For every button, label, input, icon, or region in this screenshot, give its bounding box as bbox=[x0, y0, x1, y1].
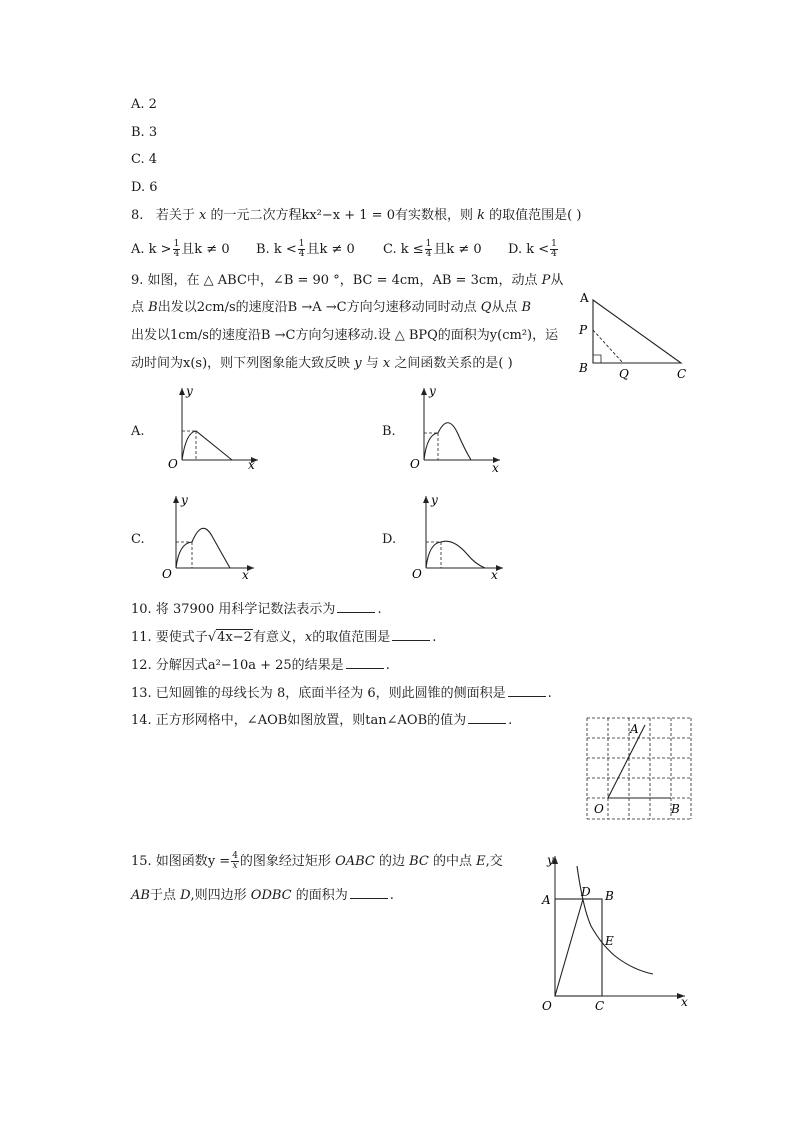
q15-label-o: O bbox=[542, 999, 552, 1013]
q9c-axis-y: y bbox=[181, 493, 188, 507]
q10: 10. 将 37900 用科学记数法表示为 . bbox=[131, 602, 382, 617]
q10-answer-blank bbox=[337, 600, 375, 613]
q8-stem: 8. 若关于 x 的一元二次方程kx²−x + 1 = 0有实数根，则 k 的取值范围是( ) bbox=[131, 208, 582, 223]
q14: 14. 正方形网格中，∠AOB如图放置，则tan∠AOB的值为 . bbox=[131, 713, 513, 728]
q9b-origin: O bbox=[410, 457, 420, 471]
q9-graph-d bbox=[409, 490, 514, 582]
q11-sqrt-sign: √ bbox=[207, 630, 217, 645]
q9-graph-b bbox=[406, 382, 511, 475]
q9-line1: 9. 如图，在 △ ABC中，∠B = 90 °，BC = 4cm，AB = 3cm，动点 P从 bbox=[131, 273, 564, 288]
q9-label-a: A bbox=[580, 291, 589, 305]
q9c-axis-x: x bbox=[242, 568, 249, 582]
q9d-origin: O bbox=[412, 567, 422, 581]
q8-option-d: D. k < $\frac{1}{4}$ bbox=[508, 239, 557, 259]
q8-option-a: A. k > $\frac{1}{4}$ 且k ≠ 0 bbox=[131, 239, 230, 259]
q9d-axis-x: x bbox=[491, 568, 498, 582]
q9-label-p: P bbox=[579, 323, 588, 337]
q9-graph-c bbox=[160, 490, 265, 582]
q7-option-d: D. 6 bbox=[131, 180, 158, 195]
q13: 13. 已知圆锥的母线长为 8，底面半径为 6，则此圆锥的侧面积是 . bbox=[131, 686, 552, 701]
q9b-axis-y: y bbox=[429, 384, 436, 398]
q15-line2: AB于点 D,则四边形 ODBC 的面积为 . bbox=[131, 888, 394, 903]
q9-option-b-label: B. bbox=[382, 424, 396, 439]
q7-option-b: B. 3 bbox=[131, 125, 158, 140]
q15-label-b: B bbox=[605, 889, 614, 903]
q9-option-d-label: D. bbox=[382, 532, 397, 547]
q8-equation: kx²−x + 1 = 0 bbox=[301, 208, 395, 223]
q9-label-c: C bbox=[677, 367, 687, 381]
q15-label-e: E bbox=[605, 934, 614, 948]
q7-option-c: C. 4 bbox=[131, 152, 158, 167]
q9b-axis-x: x bbox=[492, 461, 499, 475]
q9-label-q: Q bbox=[619, 367, 629, 381]
q14-grid-figure bbox=[586, 717, 694, 823]
q9a-axis-x: x bbox=[248, 458, 255, 472]
q9-line2: 点 B出发以2cm/s的速度沿B →A →C方向匀速移动同时动点 Q从点 B bbox=[131, 300, 532, 315]
q15-label-a: A bbox=[542, 893, 551, 907]
q14-label-b: B bbox=[671, 802, 680, 816]
q9-option-a-label: A. bbox=[131, 424, 145, 439]
q9-option-c-label: C. bbox=[131, 532, 145, 547]
q15-label-d: D bbox=[581, 885, 591, 899]
q11-radicand: 4x−2 bbox=[217, 630, 252, 645]
q8-option-c: C. k ≤ $\frac{1}{4}$ 且k ≠ 0 bbox=[383, 239, 482, 259]
q9c-origin: O bbox=[162, 567, 172, 581]
q14-label-o: O bbox=[594, 802, 604, 816]
q15-graph-figure bbox=[535, 848, 695, 1018]
q13-answer-blank bbox=[508, 684, 546, 697]
q15-answer-blank bbox=[350, 886, 388, 899]
q9-line4: 动时间为x(s)，则下列图象能大致反映 y 与 x 之间函数关系的是( ) bbox=[131, 356, 513, 371]
q9a-axis-y: y bbox=[186, 384, 193, 398]
q12-answer-blank bbox=[346, 656, 384, 669]
q8-option-b: B. k < $\frac{1}{4}$ 且k ≠ 0 bbox=[256, 239, 355, 259]
q15-line1: 15. 如图函数y = $\frac{4}{x}$ 的图象经过矩形 OABC 的边 BC 的中点 E,交 bbox=[131, 851, 503, 871]
q9-triangle-figure bbox=[575, 292, 695, 382]
q9a-origin: O bbox=[168, 457, 178, 471]
q14-label-a: A bbox=[630, 722, 639, 736]
q11-answer-blank bbox=[392, 628, 430, 641]
q9-line3: 出发以1cm/s的速度沿B →C方向匀速移动.设 △ BPQ的面积为y(cm²)，运 bbox=[131, 328, 559, 343]
q15-label-c: C bbox=[595, 999, 605, 1013]
q9d-axis-y: y bbox=[431, 493, 438, 507]
q14-answer-blank bbox=[468, 711, 506, 724]
q15-label-y: y bbox=[547, 853, 554, 867]
q9-graph-a bbox=[162, 382, 267, 472]
q12: 12. 分解因式a²−10a + 25的结果是 . bbox=[131, 658, 390, 673]
q9-label-b: B bbox=[579, 361, 588, 375]
q7-option-a: A. 2 bbox=[131, 97, 157, 112]
q15-label-x: x bbox=[681, 995, 688, 1009]
q11: 11. 要使式子√4x−2有意义，x的取值范围是 . bbox=[131, 630, 437, 645]
